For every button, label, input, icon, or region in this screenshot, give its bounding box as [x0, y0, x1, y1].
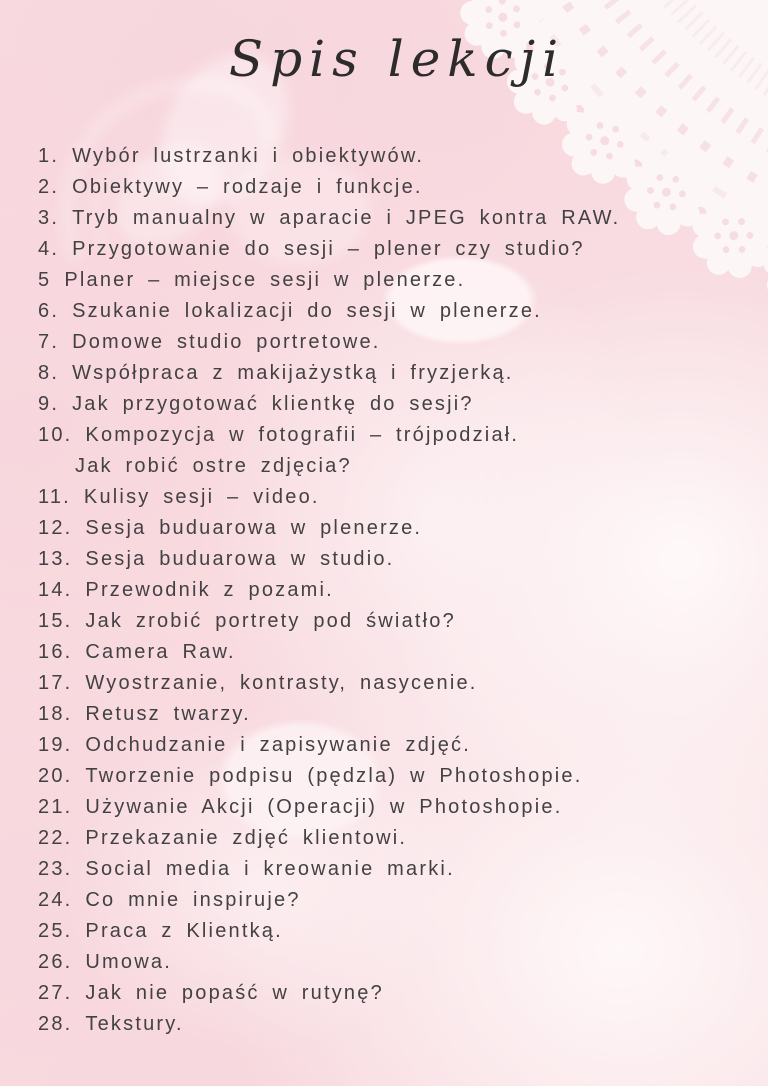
- lesson-number: 23.: [38, 858, 73, 880]
- list-item: [38, 358, 620, 389]
- lesson-number: 4.: [38, 238, 60, 260]
- lesson-number: 11.: [38, 486, 71, 508]
- lesson-number: 17.: [38, 672, 73, 694]
- list-item: [38, 265, 620, 296]
- list-item: [38, 327, 620, 358]
- lesson-number: 26.: [38, 951, 73, 973]
- lesson-text: Tryb manualny w aparacie i JPEG kontra RAW.: [72, 207, 621, 229]
- lesson-continuation: Jak robić ostre zdjęcia?: [75, 455, 352, 477]
- lesson-number: 10.: [38, 424, 73, 446]
- list-item: [38, 203, 620, 234]
- lesson-text: Używanie Akcji (Operacji) w Photoshopie.: [85, 796, 563, 818]
- list-item: [38, 699, 620, 730]
- list-item: [38, 482, 620, 513]
- lesson-text: Co mnie inspiruje?: [85, 889, 301, 911]
- lesson-number: 8.: [38, 362, 60, 384]
- lesson-text: Sesja buduarowa w plenerze.: [85, 517, 423, 539]
- list-item: [38, 544, 620, 575]
- list-item: [38, 730, 620, 761]
- list-item: [38, 885, 620, 916]
- lesson-number: 28.: [38, 1013, 73, 1035]
- lesson-number: 1.: [38, 145, 60, 167]
- lesson-text: Kompozycja w fotografii – trójpodział.: [85, 424, 520, 446]
- lesson-number: 20.: [38, 765, 73, 787]
- list-item: [38, 606, 620, 637]
- lesson-text: Kulisy sesji – video.: [83, 486, 320, 508]
- lesson-text: Praca z Klientką.: [85, 920, 283, 942]
- lesson-number: 21.: [38, 796, 73, 818]
- list-item: [38, 513, 620, 544]
- lesson-list: [38, 141, 620, 1040]
- lesson-text: Sesja buduarowa w studio.: [85, 548, 395, 570]
- lesson-text: Jak nie popaść w rutynę?: [85, 982, 384, 1004]
- lesson-text: Tekstury.: [85, 1013, 184, 1035]
- lesson-text: Jak zrobić portrety pod światło?: [85, 610, 456, 632]
- lesson-text: Przygotowanie do sesji – plener czy studio?: [72, 238, 585, 260]
- list-item: [38, 761, 620, 792]
- list-item: [38, 1009, 620, 1040]
- lesson-number: 25.: [38, 920, 73, 942]
- list-item: [38, 947, 620, 978]
- lesson-text: Jak przygotować klientkę do sesji?: [72, 393, 474, 415]
- list-item: [38, 172, 620, 203]
- lesson-number: 12.: [38, 517, 73, 539]
- lesson-number: 22.: [38, 827, 73, 849]
- page-title: Spis lekcji: [228, 30, 566, 88]
- lesson-text: Tworzenie podpisu (pędzla) w Photoshopie.: [85, 765, 583, 787]
- lesson-number: 19.: [38, 734, 73, 756]
- lesson-number: 15.: [38, 610, 73, 632]
- lesson-number: 14.: [38, 579, 73, 601]
- lesson-text: Camera Raw.: [85, 641, 236, 663]
- list-item: [38, 575, 620, 606]
- lesson-text: Umowa.: [85, 951, 172, 973]
- lesson-text: Domowe studio portretowe.: [72, 331, 381, 353]
- lesson-text: Odchudzanie i zapisywanie zdjęć.: [85, 734, 471, 756]
- lesson-text: Wyostrzanie, kontrasty, nasycenie.: [85, 672, 478, 694]
- lesson-number: 18.: [38, 703, 73, 725]
- lesson-number: 16.: [38, 641, 73, 663]
- list-item: [38, 823, 620, 854]
- lesson-text: Wybór lustrzanki i obiektywów.: [72, 145, 425, 167]
- list-item: [38, 668, 620, 699]
- lesson-number: 9.: [38, 393, 60, 415]
- lesson-number: 3.: [38, 207, 60, 229]
- list-item: [38, 141, 620, 172]
- list-item: [38, 792, 620, 823]
- list-item: [38, 296, 620, 327]
- list-item: [38, 420, 620, 482]
- list-item: [38, 389, 620, 420]
- lesson-text: Social media i kreowanie marki.: [85, 858, 455, 880]
- lesson-number: 5: [38, 269, 52, 291]
- lesson-number: 7.: [38, 331, 60, 353]
- list-item: [38, 916, 620, 947]
- lesson-text: Szukanie lokalizacji do sesji w plenerze.: [72, 300, 542, 322]
- lesson-number: 13.: [38, 548, 73, 570]
- lesson-text: Planer – miejsce sesji w plenerze.: [64, 269, 466, 291]
- list-item: [38, 234, 620, 265]
- lesson-text: Przewodnik z pozami.: [85, 579, 334, 601]
- lesson-number: 2.: [38, 176, 60, 198]
- list-item: [38, 978, 620, 1009]
- lesson-number: 24.: [38, 889, 73, 911]
- list-item: [38, 637, 620, 668]
- lesson-text: Współpraca z makijażystką i fryzjerką.: [72, 362, 514, 384]
- lesson-text: Przekazanie zdjęć klientowi.: [85, 827, 408, 849]
- lesson-text: Obiektywy – rodzaje i funkcje.: [72, 176, 423, 198]
- lesson-number: 27.: [38, 982, 73, 1004]
- lesson-number: 6.: [38, 300, 60, 322]
- list-item: [38, 854, 620, 885]
- lesson-text: Retusz twarzy.: [85, 703, 251, 725]
